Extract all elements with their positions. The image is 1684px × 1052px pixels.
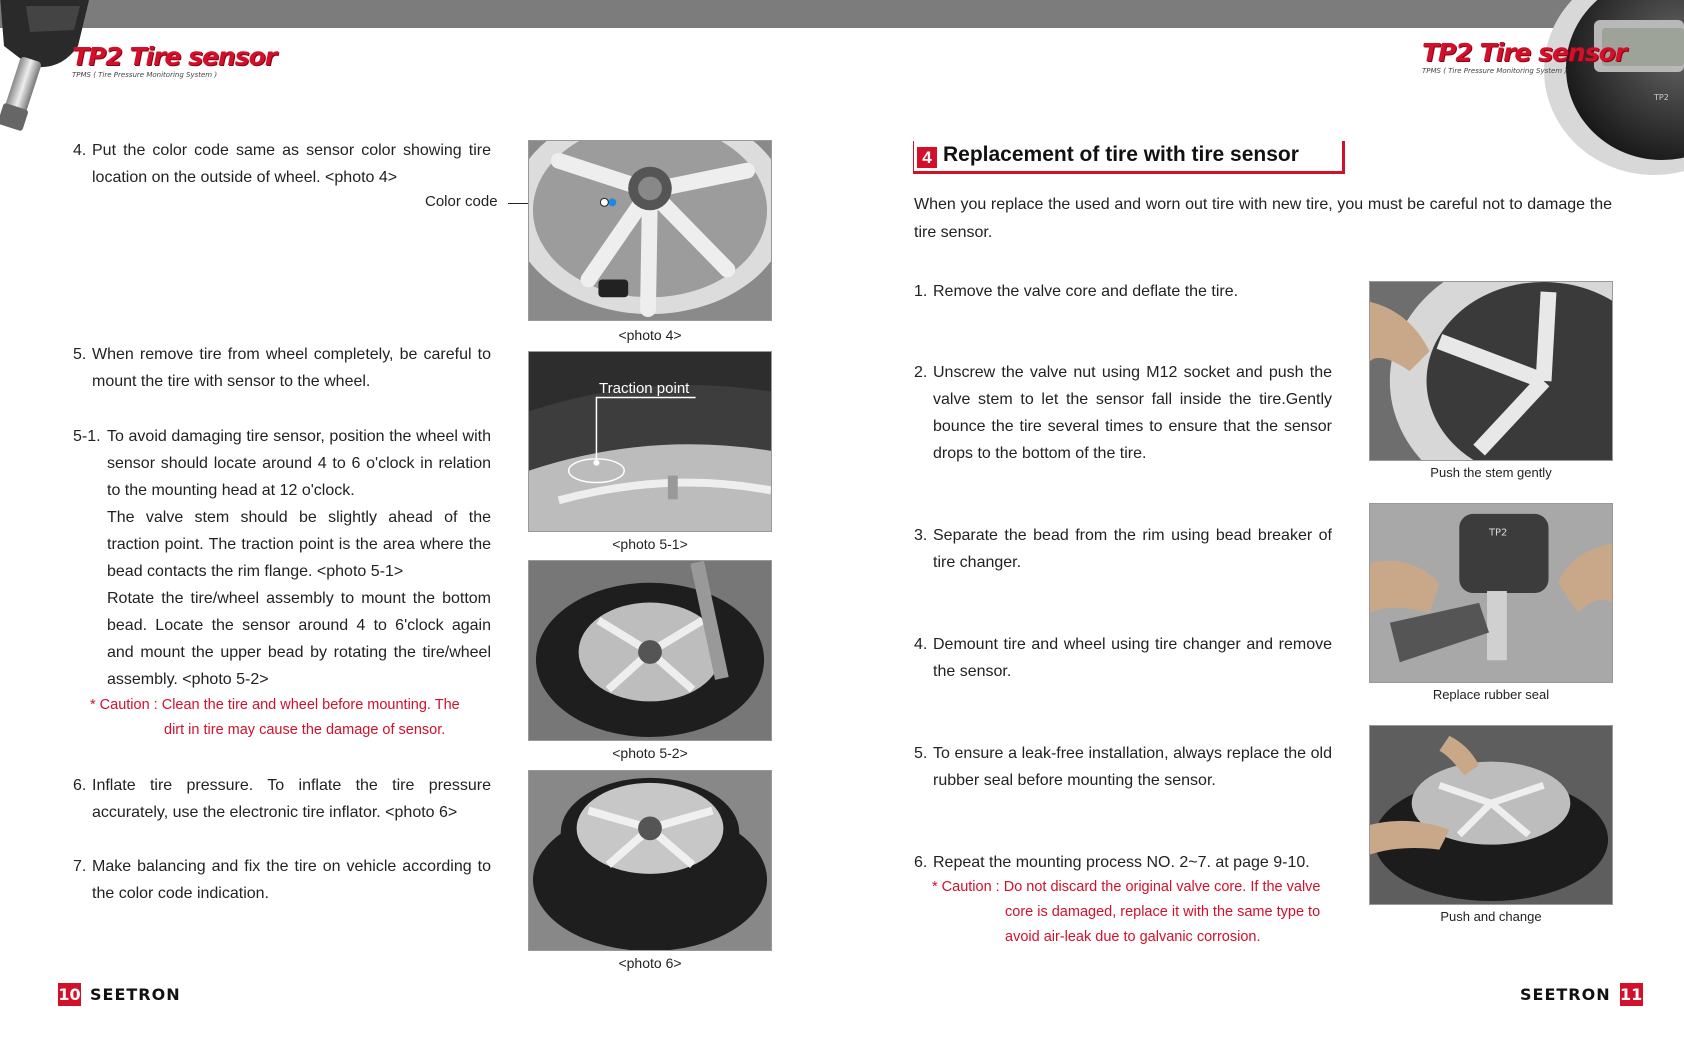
photo-caption: <photo 5-2> [612, 745, 688, 761]
traction-point-photo-image [529, 352, 771, 531]
push-stem-photo-image [1370, 282, 1612, 460]
step-number: 4. [73, 142, 87, 159]
photo-5-1 [528, 351, 772, 532]
section-number-badge: 4 [917, 147, 937, 168]
color-code-label: Color code [425, 193, 498, 210]
footer-right [1520, 983, 1643, 1006]
step-text: Demount tire and wheel using tire changer and remove the sensor. [933, 636, 1332, 680]
caution-left [90, 693, 494, 743]
step-text: Repeat the mounting process NO. 2~7. at page 9-10. [933, 854, 1310, 871]
step-number: 5. [914, 745, 928, 762]
step-text: Rotate the tire/wheel assembly to mount the bottom bead. Locate the sensor around 4 to 6'clock again and mount the upper bead by rotating the tire/wheel assembly. <photo 5-2> [107, 590, 491, 688]
device-text: TP2 [1654, 93, 1669, 102]
page-number: 11 [1619, 985, 1643, 1004]
photo-caption: Push and change [1440, 909, 1542, 924]
step-number: 1. [914, 283, 928, 300]
company-logo: SEETRON [1520, 985, 1611, 1004]
brand-left [72, 44, 276, 79]
brand-logo: TP2 Tire sensor [72, 42, 277, 71]
step-3 [914, 522, 1332, 576]
photo-caption: Push the stem gently [1430, 465, 1552, 480]
step-4-right [914, 631, 1332, 685]
sensor-label: TP2 [1489, 527, 1508, 539]
step-5 [73, 341, 491, 395]
caution-line: core is damaged, replace it with the same type to [1005, 904, 1321, 920]
step-text: Inflate tire pressure. To inflate the tire pressure accurately, use the electronic tire inflator. <photo 6> [92, 777, 491, 821]
step-7 [73, 853, 491, 907]
step-5-1-cont-b [107, 585, 491, 693]
photo-push-change [1369, 725, 1613, 905]
tpms-monitor-illustration [1534, 0, 1684, 180]
photo-caption: <photo 4> [618, 327, 682, 343]
section-heading [913, 141, 1345, 174]
photo-caption: <photo 6> [618, 955, 682, 971]
step-text: Separate the bead from the rim using bead breaker of tire changer. [933, 527, 1332, 571]
step-4 [73, 137, 491, 191]
traction-point-label: Traction point [599, 380, 690, 397]
step-number: 3. [914, 527, 928, 544]
company-logo: SEETRON [90, 985, 181, 1004]
step-number: 4. [914, 636, 928, 653]
tire-changer-photo-image [529, 561, 771, 740]
step-text: Make balancing and fix the tire on vehicle according to the color code indication. [92, 858, 491, 902]
photo-6 [528, 770, 772, 951]
caution-line: * Caution : Clean the tire and wheel before mounting. The [90, 697, 460, 713]
rubber-seal-photo-image [1370, 504, 1612, 682]
step-6-right [914, 849, 1332, 876]
section-title: Replacement of tire with tire sensor [943, 143, 1299, 166]
brand-tagline: TPMS ( Tire Pressure Monitoring System ) [1422, 67, 1568, 75]
caution-line: * Caution : Do not discard the original valve core. If the valve [932, 879, 1321, 895]
page-number: 10 [58, 985, 81, 1004]
step-text: Unscrew the valve nut using M12 socket and push the valve stem to let the sensor fall inside the tire.Gently bounce the tire several times to ensure that the sensor drops to the bottom of the tire. [933, 364, 1332, 462]
step-number: 5. [73, 346, 87, 363]
photo-5-2 [528, 560, 772, 741]
top-bar [0, 0, 1684, 28]
step-2 [914, 359, 1332, 467]
step-number: 2. [914, 364, 928, 381]
photo-push-stem [1369, 281, 1613, 461]
photo-4 [528, 140, 772, 321]
step-number: 5-1. [73, 428, 101, 445]
intro-text: When you replace the used and worn out tire with new tire, you must be careful not to damage the tire sensor. [914, 196, 1612, 241]
step-number: 7. [73, 858, 87, 875]
step-5-1-cont-a [107, 504, 491, 585]
step-text: To avoid damaging tire sensor, position the wheel with sensor should locate around 4 to 6 o'clock in relation to the mounting head at 12 o'clock. [107, 428, 491, 499]
brand-right [1422, 40, 1626, 75]
step-number: 6. [73, 777, 87, 794]
caution-line: avoid air-leak due to galvanic corrosion. [1005, 929, 1261, 945]
brand-logo: TP2 Tire sensor [1422, 38, 1627, 67]
photo-rubber-seal [1369, 503, 1613, 683]
step-number: 6. [914, 854, 928, 871]
caution-line: dirt in tire may cause the damage of sensor. [164, 722, 446, 738]
step-text: The valve stem should be slightly ahead of the traction point. The traction point is the area where the bead contacts the rim flange. <photo 5-1> [107, 509, 491, 580]
wheel-photo-image [529, 141, 771, 320]
inflate-tire-photo-image [529, 771, 771, 950]
step-text: To ensure a leak-free installation, always replace the old rubber seal before mounting the sensor. [933, 745, 1332, 789]
intro-paragraph [914, 191, 1612, 247]
push-change-photo-image [1370, 726, 1612, 904]
photo-caption: Replace rubber seal [1432, 687, 1550, 702]
step-text: When remove tire from wheel completely, be careful to mount the tire with sensor to the wheel. [92, 346, 491, 390]
footer-left [58, 983, 181, 1006]
step-6 [73, 772, 491, 826]
step-1 [914, 278, 1332, 305]
photo-caption: <photo 5-1> [612, 536, 688, 552]
brand-tagline: TPMS ( Tire Pressure Monitoring System ) [72, 71, 218, 79]
caution-right [932, 875, 1342, 950]
step-5-right [914, 740, 1332, 794]
step-5-1 [73, 423, 491, 504]
step-text: Remove the valve core and deflate the tire. [933, 283, 1239, 300]
step-text: Put the color code same as sensor color showing tire location on the outside of wheel. <photo 4> [92, 142, 491, 186]
